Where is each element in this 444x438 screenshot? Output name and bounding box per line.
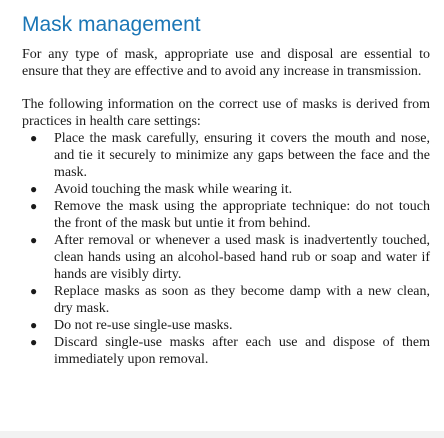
list-item-text: Replace masks as soon as they become damp with a new clean, dry mask.	[54, 284, 430, 316]
list-item-text: Remove the mask using the appropriate technique: do not touch the front of the mask but untie it from behind.	[54, 199, 430, 231]
list-item-text: Place the mask carefully, ensuring it covers the mouth and nose, and tie it securely to minimize any gaps between the face and the mask.	[54, 131, 430, 180]
list-item	[22, 198, 430, 232]
page-bottom-edge	[0, 431, 444, 438]
list-item-text: Discard single-use masks after each use and dispose of them immediately upon removal.	[54, 335, 430, 367]
list-item	[22, 130, 430, 181]
bullet-icon: ●	[30, 335, 38, 349]
guidance-list	[22, 130, 430, 368]
list-item-text: After removal or whenever a used mask is inadvertently touched, clean hands using an alcohol-based hand rub or soap and water if hands are visibly dirty.	[54, 233, 430, 282]
bullet-icon: ●	[30, 233, 38, 247]
list-item	[22, 283, 430, 317]
bullet-icon: ●	[30, 199, 38, 213]
bullet-icon: ●	[30, 318, 38, 332]
list-item-text: Do not re-use single-use masks.	[54, 318, 233, 333]
bullet-icon: ●	[30, 182, 38, 196]
list-item	[22, 181, 430, 198]
list-item-text: Avoid touching the mask while wearing it.	[54, 182, 293, 197]
page-title: Mask management	[22, 13, 201, 36]
list-item	[22, 232, 430, 283]
bullet-icon: ●	[30, 131, 38, 145]
lead-paragraph: The following information on the correct use of masks is derived from practices in health care settings:	[22, 97, 430, 129]
list-item	[22, 317, 430, 334]
list-item	[22, 334, 430, 368]
bullet-icon: ●	[30, 284, 38, 298]
intro-paragraph: For any type of mask, appropriate use and disposal are essential to ensure that they are effective and to avoid any increase in transmission.	[22, 47, 430, 79]
